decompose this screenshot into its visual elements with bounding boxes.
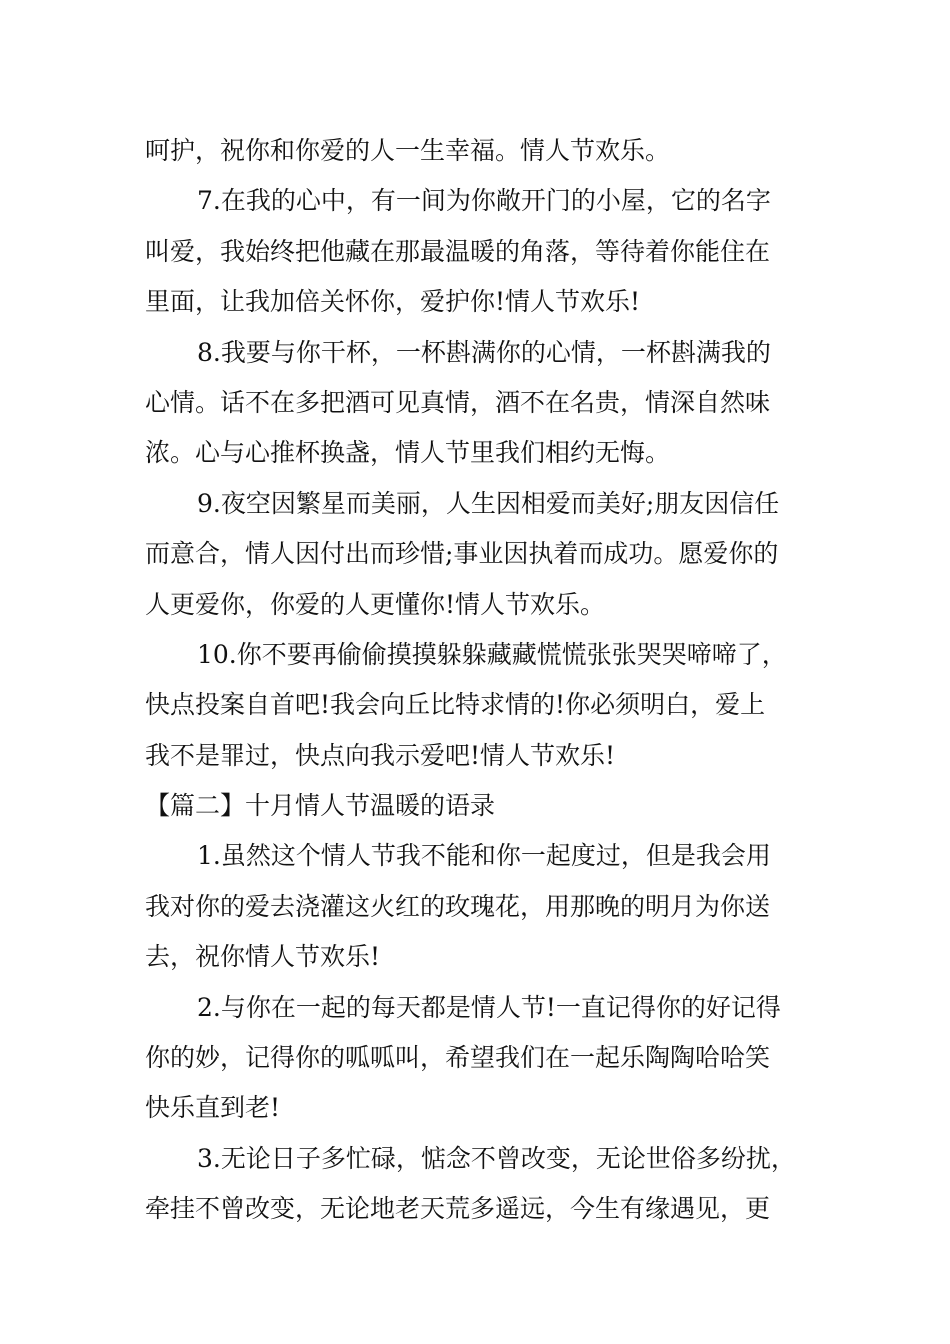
text-line: 去，祝你情人节欢乐!	[145, 942, 381, 972]
text-line: 快点投案自首吧!我会向丘比特求情的!你必须明白，爱上	[145, 690, 766, 720]
text-line: 3.无论日子多忙碌，惦念不曾改变，无论世俗多纷扰，	[197, 1143, 796, 1173]
section-heading	[145, 781, 821, 831]
text-line: 人更爱你，你爱的人更懂你!情人节欢乐。	[145, 589, 606, 619]
text-line: 牵挂不曾改变，无论地老天荒多遥远，今生有缘遇见，更	[145, 1194, 771, 1224]
text-line: 快乐直到老!	[145, 1093, 281, 1123]
text-line: 浓。心与心推杯换盏，情人节里我们相约无悔。	[145, 438, 671, 468]
text-line: 你的妙，记得你的呱呱叫，希望我们在一起乐陶陶哈哈笑	[145, 1043, 771, 1073]
text-line: 我对你的爱去浇灌这火红的玫瑰花，用那晚的明月为你送	[145, 891, 771, 921]
paragraph	[145, 983, 821, 1134]
paragraph	[145, 479, 821, 630]
section-heading-text: 【篇二】十月情人节温暖的语录	[145, 791, 496, 821]
text-line: 叫爱，我始终把他藏在那最温暖的角落，等待着你能住在	[145, 236, 771, 266]
text-line: 心情。话不在多把酒可见真情，酒不在名贵，情深自然味	[145, 387, 771, 417]
paragraph	[145, 176, 821, 327]
text-line: 10.你不要再偷偷摸摸躲躲藏藏慌慌张张哭哭啼啼了，	[197, 639, 787, 669]
text-line: 里面，让我加倍关怀你，爱护你!情人节欢乐!	[145, 287, 641, 317]
paragraph	[145, 328, 821, 479]
text-line: 2.与你在一起的每天都是情人节!一直记得你的好记得	[197, 992, 781, 1022]
text-line: 1.虽然这个情人节我不能和你一起度过，但是我会用	[197, 841, 771, 871]
text-line: 7.在我的心中，有一间为你敞开门的小屋，它的名字	[197, 186, 771, 216]
text-line: 而意合，情人因付出而珍惜;事业因执着而成功。愿爱你的	[145, 539, 779, 569]
paragraph	[145, 831, 821, 982]
paragraph	[145, 126, 821, 176]
text-line: 9.夜空因繁星而美丽，人生因相爱而美好;朋友因信任	[197, 488, 780, 518]
text-line: 8.我要与你干杯，一杯斟满你的心情，一杯斟满我的	[197, 337, 771, 367]
text-line: 呵护，祝你和你爱的人一生幸福。情人节欢乐。	[145, 136, 671, 165]
text-line: 我不是罪过，快点向我示爱吧!情人节欢乐!	[145, 740, 616, 770]
paragraph	[145, 630, 821, 781]
paragraph	[145, 1134, 821, 1235]
document-body	[145, 126, 821, 1235]
